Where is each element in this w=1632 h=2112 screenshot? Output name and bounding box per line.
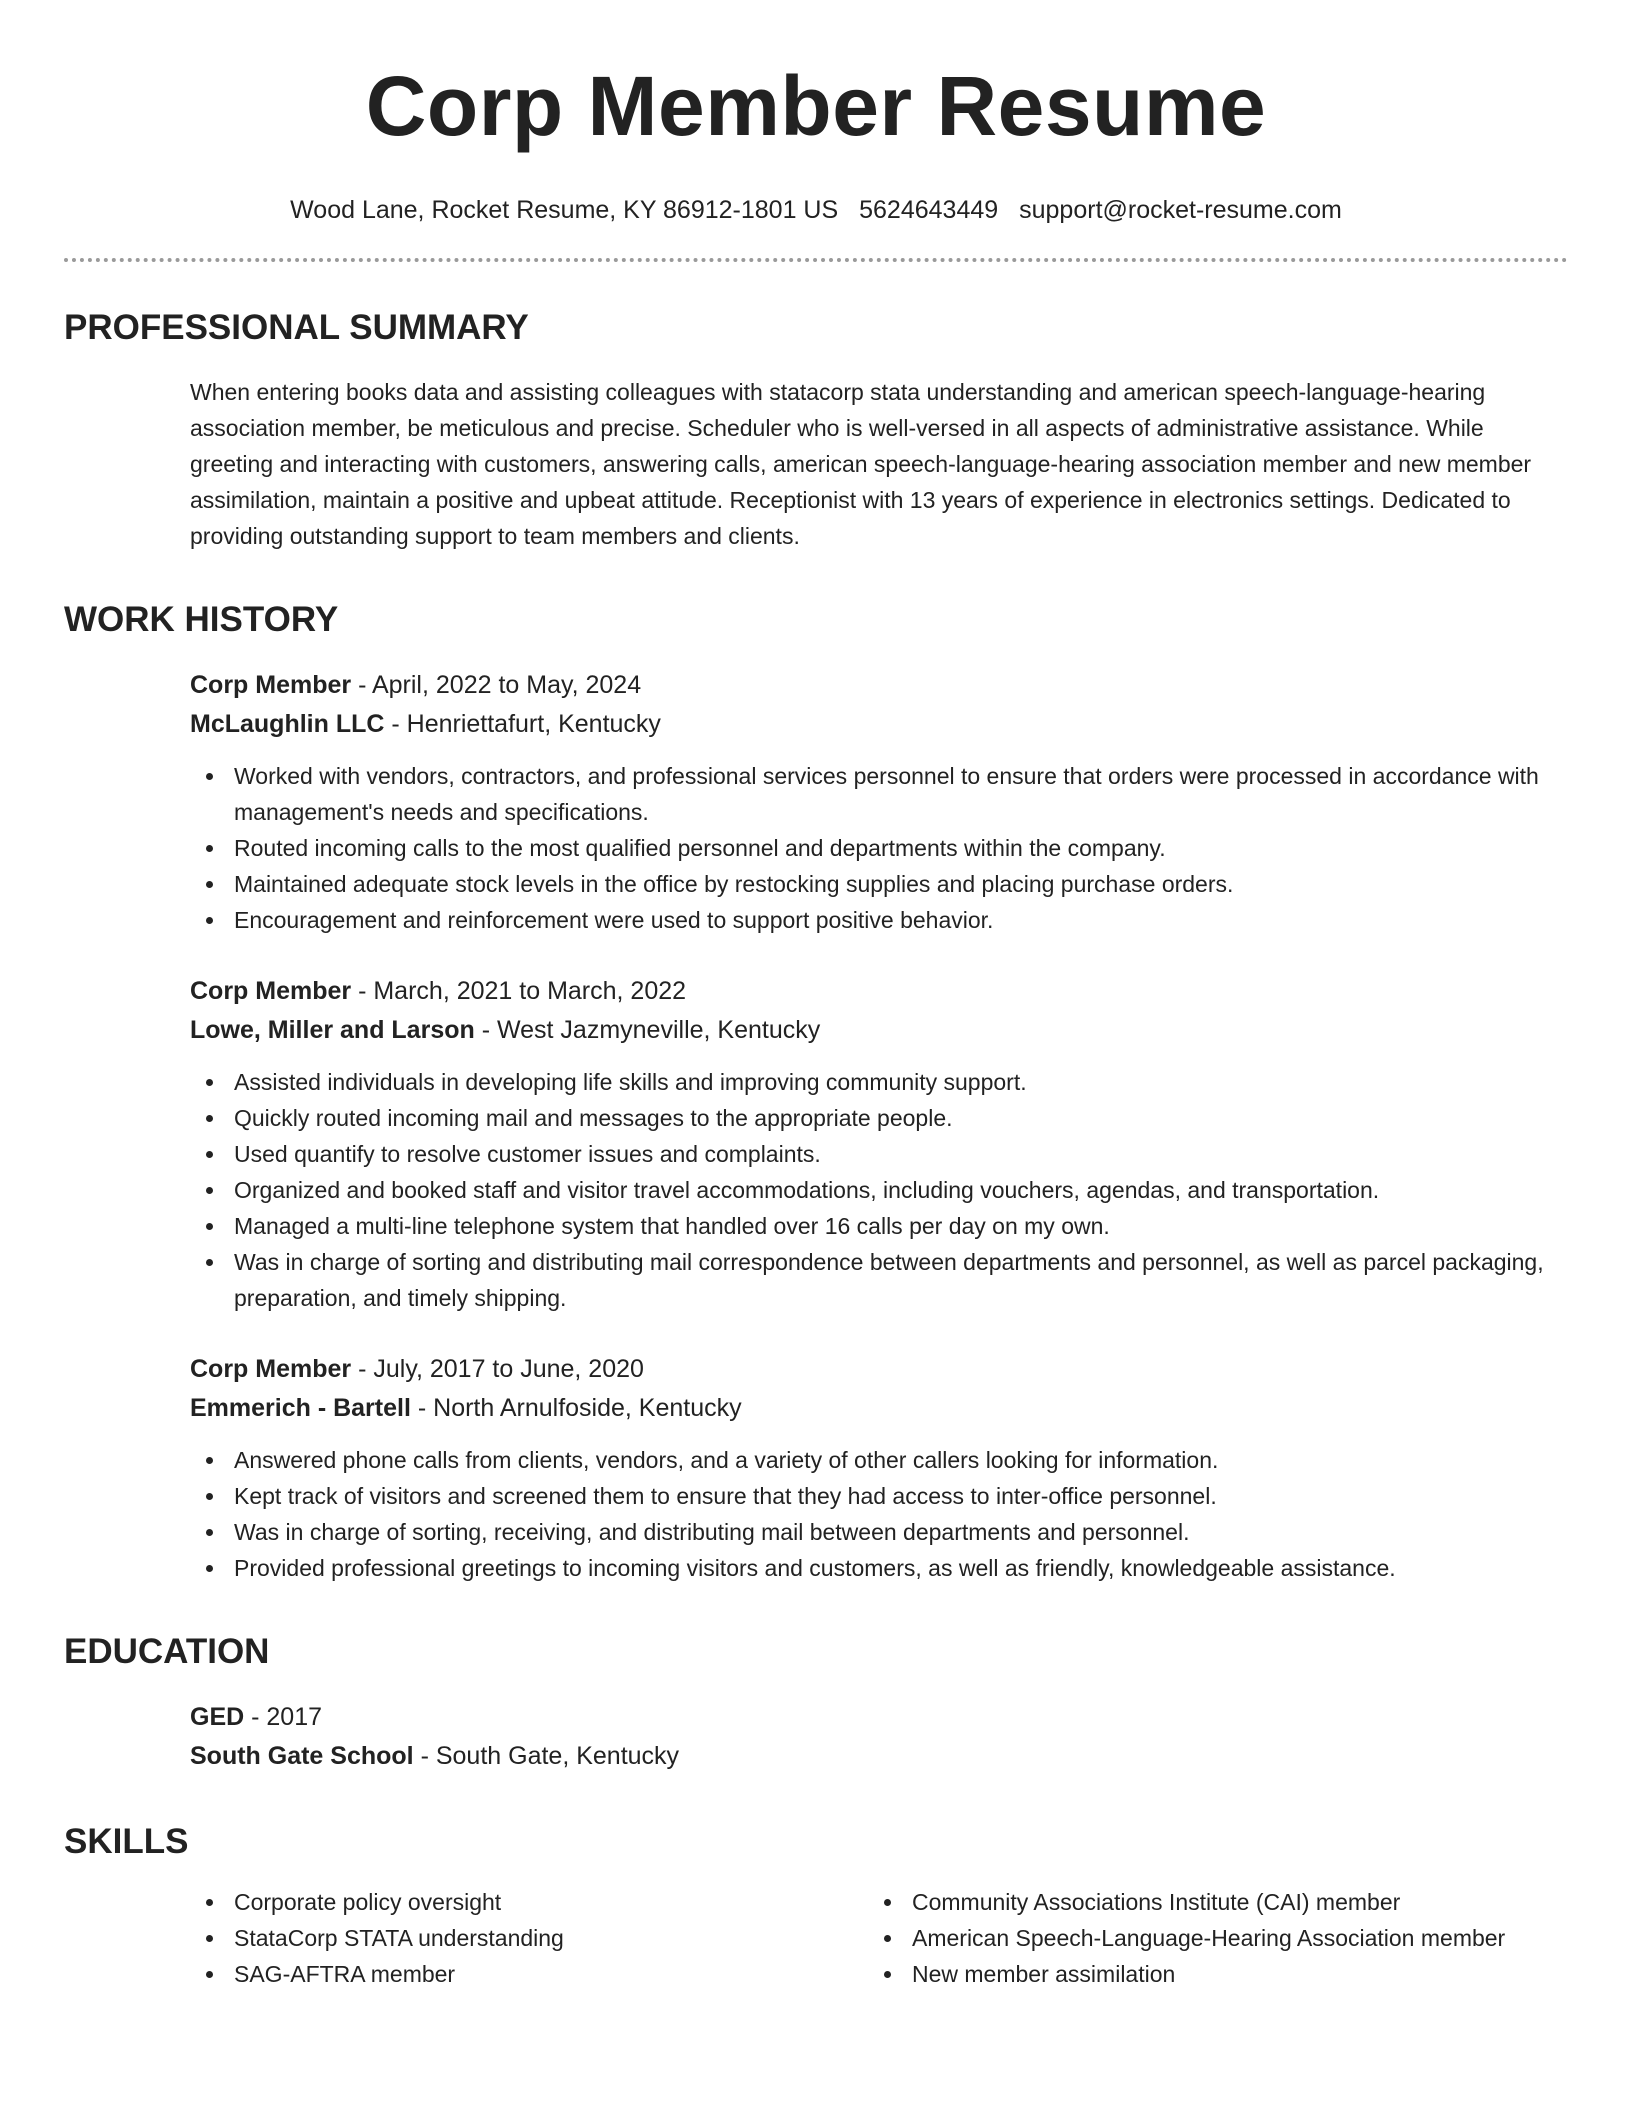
job-company: McLaughlin LLC: [190, 710, 385, 738]
list-item: Provided professional greetings to incoming visitors and customers, as well as friendly, knowledgeable assistance.: [190, 1550, 1558, 1586]
job-dates: - July, 2017 to June, 2020: [351, 1355, 644, 1383]
skills-list-left: [190, 1884, 868, 1992]
job-role-line: [190, 666, 1558, 705]
education-degree: GED: [190, 1703, 245, 1731]
job-company-line: [190, 1011, 1558, 1050]
job-duties-list: [190, 1064, 1558, 1316]
job-entry: [190, 1350, 1558, 1586]
list-item: Was in charge of sorting, receiving, and distributing mail between departments and personnel.: [190, 1514, 1558, 1550]
job-role: Corp Member: [190, 977, 352, 1005]
section-title-work-history: WORK HISTORY: [64, 600, 339, 639]
job-role-line: [190, 972, 1558, 1011]
job-role: Corp Member: [190, 1355, 352, 1383]
job-duties-list: [190, 758, 1558, 938]
list-item: SAG-AFTRA member: [190, 1956, 868, 1992]
list-item: Community Associations Institute (CAI) member: [868, 1884, 1558, 1920]
skills-section: [190, 1884, 1558, 1992]
job-entry: [190, 972, 1558, 1316]
list-item: Answered phone calls from clients, vendors, and a variety of other callers looking for information.: [190, 1442, 1558, 1478]
list-item: New member assimilation: [868, 1956, 1558, 1992]
education-section: [190, 1698, 1558, 1776]
job-location: - West Jazmyneville, Kentucky: [474, 1016, 821, 1044]
header-divider: [64, 258, 1568, 262]
job-company-line: [190, 705, 1558, 744]
job-role: Corp Member: [190, 671, 352, 699]
job-location: - North Arnulfoside, Kentucky: [410, 1394, 742, 1422]
list-item: Organized and booked staff and visitor travel accommodations, including vouchers, agendas, and transportation.: [190, 1172, 1558, 1208]
list-item: Was in charge of sorting and distributing mail correspondence between departments and personnel, as well as parcel packaging, preparation, and timely shipping.: [190, 1244, 1558, 1316]
list-item: Worked with vendors, contractors, and professional services personnel to ensure that orders were processed in accordance with management's needs and specifications.: [190, 758, 1558, 830]
education-degree-line: [190, 1698, 1558, 1737]
job-duties-list: [190, 1442, 1558, 1586]
job-role-line: [190, 1350, 1558, 1389]
section-title-education: EDUCATION: [64, 1632, 270, 1671]
job-company-line: [190, 1389, 1558, 1428]
list-item: Corporate policy oversight: [190, 1884, 868, 1920]
list-item: Routed incoming calls to the most qualified personnel and departments within the company.: [190, 830, 1558, 866]
contact-phone: 5624643449: [859, 196, 999, 224]
resume-page: [64, 0, 1568, 1992]
section-title-skills: SKILLS: [64, 1822, 189, 1861]
job-company: Emmerich - Bartell: [190, 1394, 411, 1422]
job-entry: [190, 666, 1558, 938]
list-item: Maintained adequate stock levels in the office by restocking supplies and placing purchase orders.: [190, 866, 1558, 902]
list-item: Used quantify to resolve customer issues and complaints.: [190, 1136, 1558, 1172]
job-company: Lowe, Miller and Larson: [190, 1016, 475, 1044]
summary-section: [190, 374, 1558, 554]
skills-list-right: [868, 1884, 1558, 1992]
education-school-line: [190, 1737, 1558, 1776]
section-title-summary: PROFESSIONAL SUMMARY: [64, 308, 529, 347]
resume-header: [64, 0, 1568, 262]
contact-address: Wood Lane, Rocket Resume, KY 86912-1801 US: [290, 196, 839, 224]
education-school: South Gate School: [190, 1742, 414, 1770]
education-location: - South Gate, Kentucky: [413, 1742, 680, 1770]
resume-title: Corp Member Resume: [365, 59, 1267, 153]
job-location: - Henriettafurt, Kentucky: [384, 710, 661, 738]
list-item: StataCorp STATA understanding: [190, 1920, 868, 1956]
contact-email: support@rocket-resume.com: [1019, 196, 1342, 224]
contact-line: [64, 194, 1568, 226]
list-item: Assisted individuals in developing life skills and improving community support.: [190, 1064, 1558, 1100]
list-item: Encouragement and reinforcement were used to support positive behavior.: [190, 902, 1558, 938]
list-item: Kept track of visitors and screened them to ensure that they had access to inter-office personnel.: [190, 1478, 1558, 1514]
list-item: Quickly routed incoming mail and messages to the appropriate people.: [190, 1100, 1558, 1136]
work-history-section: [190, 666, 1558, 1586]
list-item: American Speech-Language-Hearing Association member: [868, 1920, 1558, 1956]
job-dates: - April, 2022 to May, 2024: [351, 671, 642, 699]
job-dates: - March, 2021 to March, 2022: [351, 977, 687, 1005]
list-item: Managed a multi-line telephone system that handled over 16 calls per day on my own.: [190, 1208, 1558, 1244]
summary-text: When entering books data and assisting colleagues with statacorp stata understanding and american speech-language-hearing association member, be meticulous and precise. Scheduler who is well-versed in all aspects of administrative assistance. While greeting and interacting with customers, answering calls, american speech-language-hearing association member and new member assimilation, maintain a positive and upbeat attitude. Receptionist with 13 years of experience in electronics settings. Dedicated to providing outstanding support to team members and clients.: [190, 379, 1532, 549]
education-year: - 2017: [244, 1703, 323, 1731]
